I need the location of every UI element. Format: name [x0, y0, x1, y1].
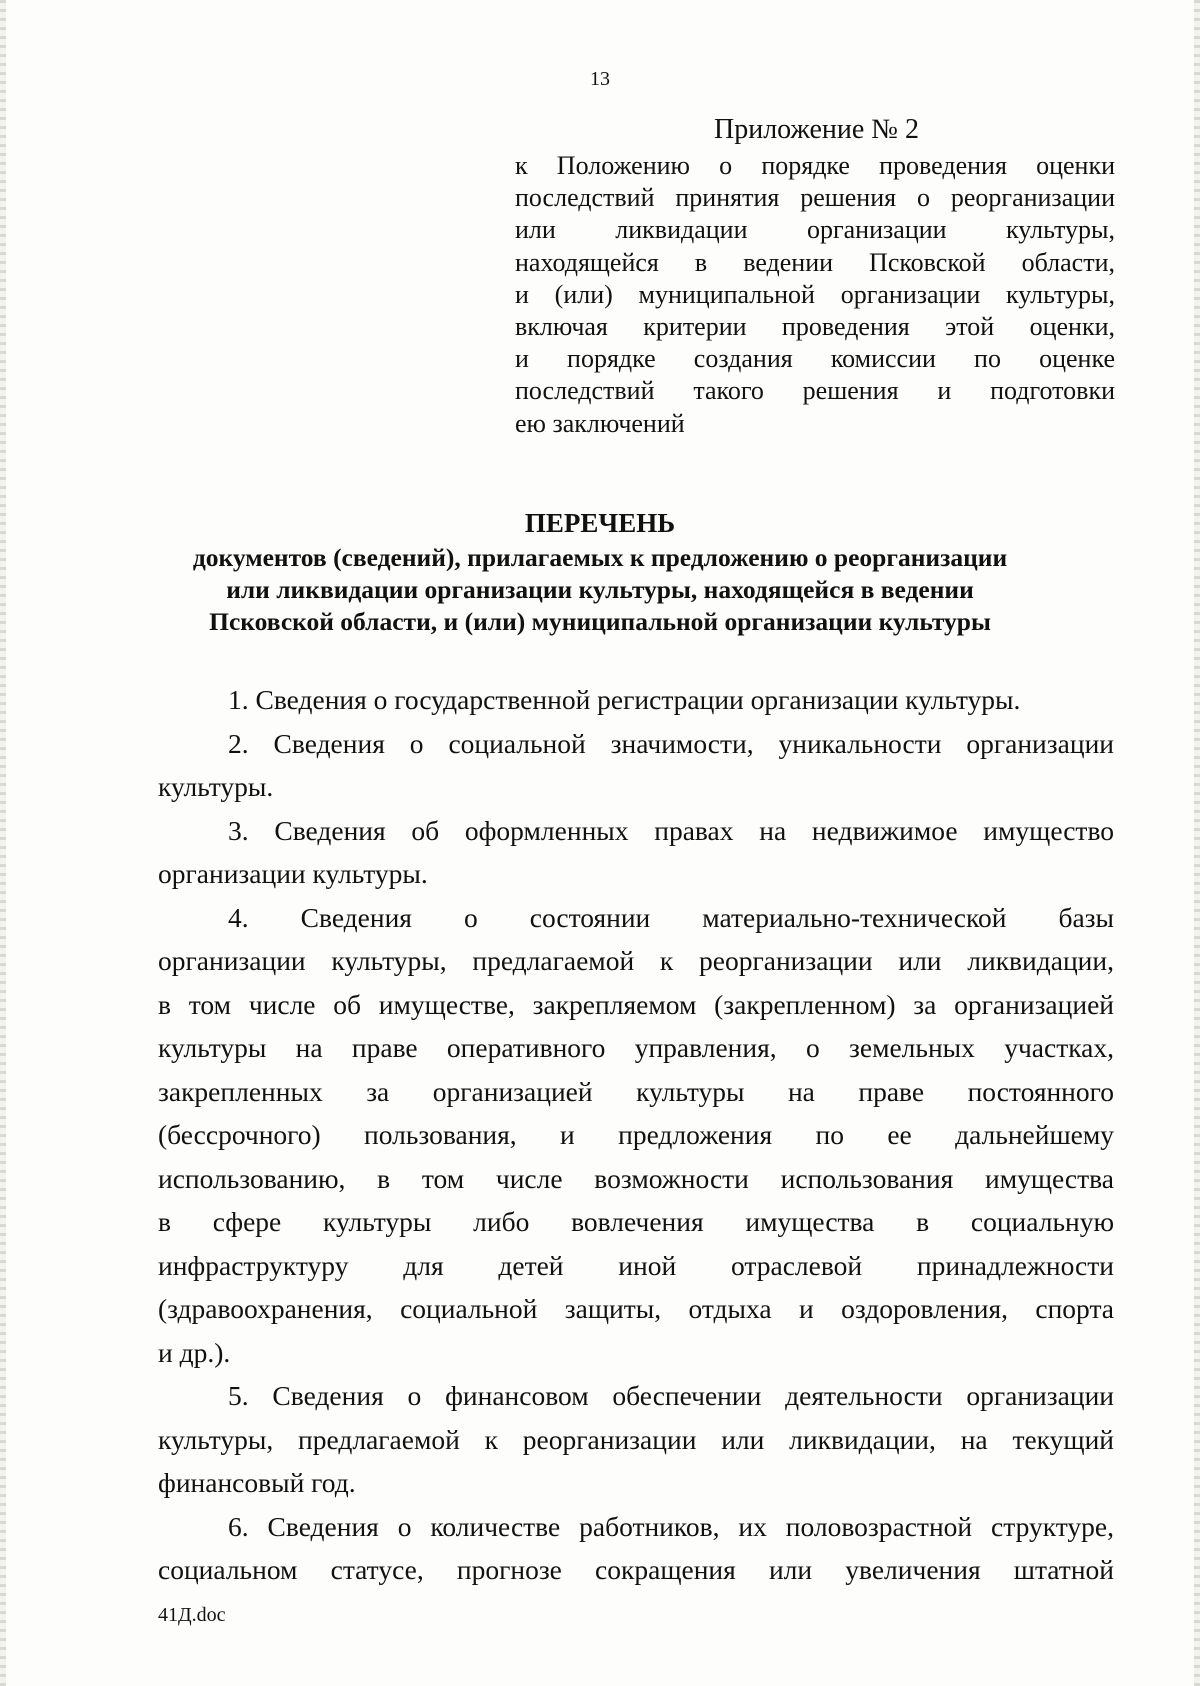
list-item	[158, 809, 1114, 896]
item-line: 5. Сведения о финансовом обеспечении деятельности организации	[228, 1380, 1114, 1411]
item-line: культуры на праве оперативного управления, о земельных участках,	[158, 1032, 1114, 1063]
item-line: инфраструктуру для детей иной отраслевой принадлежности	[158, 1249, 1114, 1281]
item-line: культуры.	[158, 771, 274, 802]
appendix-line: находящейся в ведении Псковской области,	[515, 247, 1115, 277]
appendix-title: Приложение № 2	[714, 114, 919, 145]
document-subtitle	[150, 542, 1050, 638]
appendix-line: и порядке создания комиссии по оценке	[515, 344, 1115, 374]
list-item	[158, 1374, 1114, 1505]
item-line: (здравоохранения, социальной защиты, отдыха и оздоровления, спорта	[158, 1293, 1114, 1324]
appendix-line: ею заключений	[515, 408, 685, 438]
item-line: 2. Сведения о социальной значимости, уникальности организации	[228, 727, 1114, 759]
subtitle-line: документов (сведений), прилагаемых к предложению о реорганизации	[192, 543, 1008, 572]
document-title: ПЕРЕЧЕНЬ	[524, 508, 676, 538]
item-line: (бессрочного) пользования, и предложения по ее дальнейшему	[158, 1119, 1114, 1150]
subtitle-line: или ликвидации организации культуры, находящейся в ведении	[226, 575, 974, 604]
appendix-line: или ликвидации организации культуры,	[515, 215, 1115, 245]
document-items-list	[158, 678, 1114, 1592]
item-line: использованию, в том числе возможности использования имущества	[158, 1162, 1114, 1194]
item-line: в том числе об имуществе, закрепляемом (закрепленном) за организацией	[158, 988, 1114, 1020]
appendix-line: и (или) муниципальной организации культуры,	[515, 279, 1115, 309]
list-item	[158, 896, 1114, 1375]
appendix-line: последствий такого решения и подготовки	[515, 376, 1115, 406]
item-line: культуры, предлагаемой к реорганизации или ликвидации, на текущий	[158, 1423, 1114, 1455]
item-line: закрепленных за организацией культуры на праве постоянного	[158, 1075, 1114, 1107]
item-line: 1. Сведения о государственной регистрации организации культуры.	[228, 684, 1021, 715]
item-line: организации культуры.	[158, 858, 428, 889]
item-line: финансовый год.	[158, 1467, 356, 1498]
appendix-line: последствий принятия решения о реорганизации	[515, 183, 1115, 213]
scan-edge-right	[1194, 0, 1200, 1686]
item-line: в сфере культуры либо вовлечения имущества в социальную	[158, 1206, 1114, 1237]
item-line: 3. Сведения об оформленных правах на недвижимое имущество	[228, 814, 1114, 846]
list-item	[158, 722, 1114, 809]
subtitle-line: Псковской области, и (или) муниципальной организации культуры	[209, 607, 991, 636]
item-line: 4. Сведения о состоянии материально-технической базы	[228, 901, 1114, 933]
appendix-text	[515, 150, 1115, 440]
item-line: и др.).	[158, 1336, 231, 1368]
list-item	[158, 678, 1114, 722]
footer-filename: 41Д.doc	[158, 1604, 226, 1626]
item-line: 6. Сведения о количестве работников, их половозрастной структуре,	[228, 1510, 1114, 1542]
appendix-line: включая критерии проведения этой оценки,	[515, 312, 1115, 342]
item-line: социальном статусе, прогнозе сокращения или увеличения штатной	[158, 1554, 1114, 1585]
list-item	[158, 1505, 1114, 1592]
scan-edge-left	[0, 0, 6, 1686]
page-number: 13	[590, 68, 610, 90]
item-line: организации культуры, предлагаемой к реорганизации или ликвидации,	[158, 945, 1114, 976]
appendix-line: к Положению о порядке проведения оценки	[515, 151, 1115, 180]
